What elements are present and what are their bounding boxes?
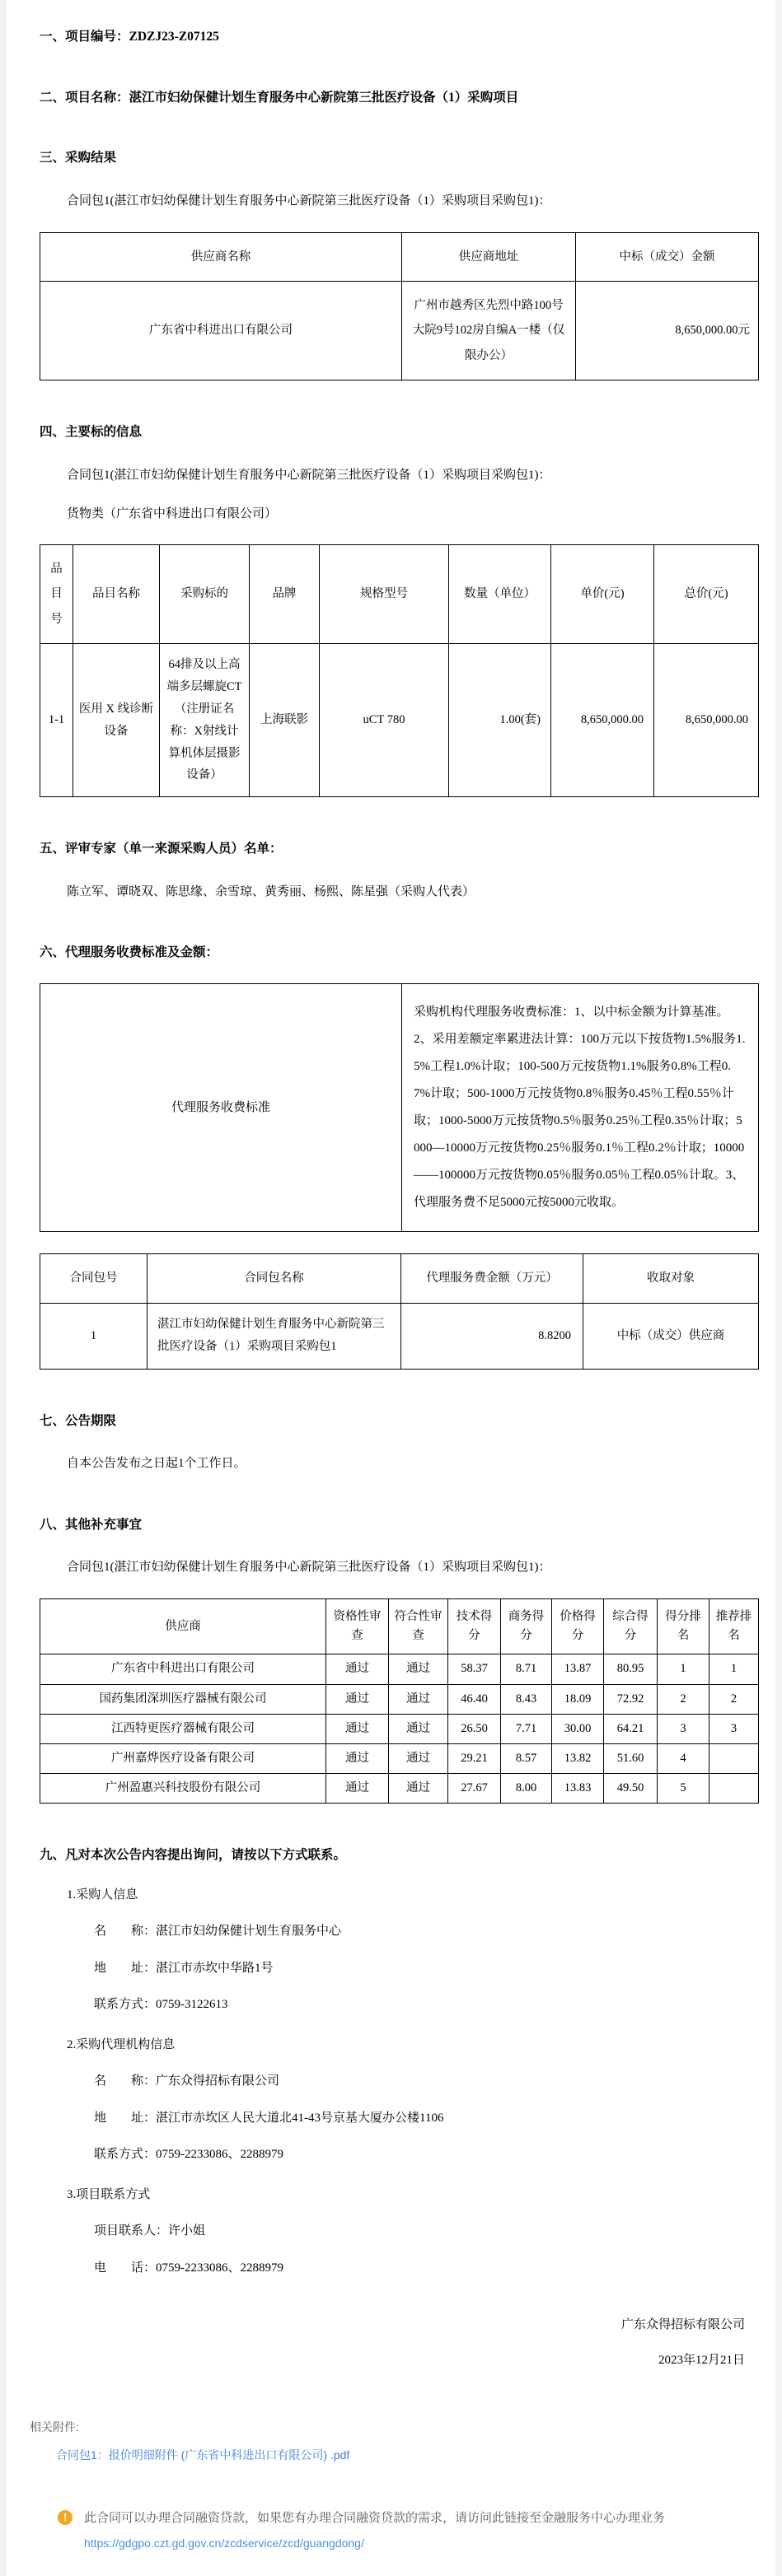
project-contact-person: 项目联系人：许小姐 [94, 2224, 206, 2238]
table-header-row [40, 545, 759, 644]
fee-standard-label-cell: 代理服务收费标准 [40, 984, 402, 1232]
section-4-category-line: 货物类（广东省中科进出口有限公司） [67, 506, 278, 520]
brand-cell: 上海联影 [250, 644, 320, 797]
recommend-rank-cell: 1 [709, 1654, 759, 1684]
announcement-document [7, 21, 775, 2369]
overall-score-cell: 72.92 [604, 1684, 658, 1714]
col-business-score: 商务得分 [501, 1598, 552, 1654]
table-row [40, 1654, 759, 1684]
section-3-heading: 三、采购结果 [40, 151, 117, 166]
conformity-cell: 通过 [389, 1774, 448, 1804]
supplier-cell: 广州盈惠兴科技股份有限公司 [40, 1774, 326, 1804]
qualification-cell: 通过 [326, 1684, 389, 1714]
section-7-heading: 七、公告期限 [40, 1413, 117, 1428]
model-cell: uCT 780 [320, 644, 449, 797]
finance-service-link[interactable]: https://gdgpo.czt.gd.gov.cn/zcdservice/zcd/guangdong/ [84, 2536, 364, 2550]
overall-score-cell: 80.95 [604, 1654, 658, 1684]
attachment-pdf-link[interactable]: 合同包1：报价明细附件 (广东省中科进出口有限公司) .pdf [56, 2448, 350, 2462]
finance-notice-text: 此合同可以办理合同融资贷款，如果您有办理合同融资贷款的需求，请访问此链接至金融服务中心办理业务 [84, 2511, 666, 2526]
supplier-review-table [40, 1598, 759, 1804]
section-5-heading: 五、评审专家（单一来源采购人员）名单： [40, 842, 283, 856]
purchaser-address: 地 址：湛江市赤坎中华路1号 [94, 1961, 274, 1975]
agency-info-title: 2.采购代理机构信息 [67, 2037, 176, 2051]
col-supplier: 供应商 [40, 1598, 326, 1654]
col-charge-target: 收取对象 [583, 1254, 759, 1303]
supplier-cell: 江西特更医疗器械有限公司 [40, 1714, 326, 1743]
col-conformity-review: 符合性审查 [389, 1598, 448, 1654]
technical-score-cell: 58.37 [448, 1654, 501, 1684]
col-score-rank: 得分排名 [658, 1598, 709, 1654]
related-attachments-section [7, 2369, 775, 2463]
procurement-result-table [40, 232, 759, 381]
col-quantity: 数量（单位） [449, 545, 551, 644]
price-score-cell: 18.09 [552, 1684, 604, 1714]
col-qualification-review: 资格性审查 [326, 1598, 389, 1654]
overall-score-cell: 49.50 [604, 1774, 658, 1804]
col-model: 规格型号 [320, 545, 449, 644]
supplier-cell: 国药集团深圳医疗器械有限公司 [40, 1684, 326, 1714]
col-supplier-address: 供应商地址 [402, 232, 576, 281]
conformity-cell: 通过 [389, 1684, 448, 1714]
business-score-cell: 7.71 [501, 1714, 552, 1743]
conformity-cell: 通过 [389, 1654, 448, 1684]
recommend-rank-cell: 3 [709, 1714, 759, 1743]
business-score-cell: 8.71 [501, 1654, 552, 1684]
attachments-label: 相关附件: [30, 2420, 79, 2434]
exclamation-icon: ! [58, 2510, 73, 2525]
table-row [40, 282, 759, 380]
package-name-cell: 湛江市妇幼保健计划生育服务中心新院第三批医疗设备（1）采购项目采购包1 [148, 1303, 401, 1369]
finance-loan-notice [7, 2463, 775, 2551]
section-8-package-line: 合同包1(湛江市妇幼保健计划生育服务中心新院第三批医疗设备（1）采购项目采购包1)： [67, 1561, 551, 1575]
section-6-heading: 六、代理服务收费标准及金额： [40, 945, 219, 960]
project-contact-phone: 电 话：0759-2233086、2288979 [94, 2261, 283, 2275]
col-recommend-rank: 推荐排名 [709, 1598, 759, 1654]
overall-score-cell: 64.21 [604, 1714, 658, 1743]
score-rank-cell: 1 [658, 1654, 709, 1684]
col-package-name: 合同包名称 [148, 1254, 401, 1303]
agency-name: 名 称：广东众得招标有限公司 [94, 2074, 280, 2088]
score-rank-cell: 4 [658, 1743, 709, 1773]
section-1-project-number: 一、项目编号：ZDZJ23-Z07125 [40, 30, 219, 44]
qualification-cell: 通过 [326, 1654, 389, 1684]
agency-fee-amount-table [40, 1253, 759, 1370]
subject-cell: 64排及以上高端多层螺旋CT（注册证名称：X射线计算机体层摄影设备） [160, 644, 250, 797]
business-score-cell: 8.00 [501, 1774, 552, 1804]
fee-amount-cell: 8.8200 [401, 1303, 583, 1369]
price-score-cell: 30.00 [552, 1714, 604, 1743]
col-overall-score: 综合得分 [604, 1598, 658, 1654]
package-no-cell: 1 [40, 1303, 148, 1369]
score-rank-cell: 3 [658, 1714, 709, 1743]
project-contact-block [40, 2164, 745, 2278]
col-unit-price: 单价(元) [551, 545, 654, 644]
purchaser-info-title: 1.采购人信息 [67, 1888, 138, 1902]
overall-score-cell: 51.60 [604, 1743, 658, 1773]
table-header-row [40, 232, 759, 281]
score-rank-cell: 2 [658, 1684, 709, 1714]
col-award-amount: 中标（成交）金额 [576, 232, 759, 281]
conformity-cell: 通过 [389, 1714, 448, 1743]
technical-score-cell: 26.50 [448, 1714, 501, 1743]
supplier-cell: 广东省中科进出口有限公司 [40, 1654, 326, 1684]
table-row [40, 1684, 759, 1714]
technical-score-cell: 46.40 [448, 1684, 501, 1714]
col-supplier-name: 供应商名称 [40, 232, 402, 281]
table-header-row [40, 1254, 759, 1303]
business-score-cell: 8.57 [501, 1743, 552, 1773]
col-item-name: 品目名称 [73, 545, 160, 644]
table-header-row [40, 1598, 759, 1654]
recommend-rank-cell: 2 [709, 1684, 759, 1714]
col-item-no: 品目号 [40, 545, 73, 644]
col-subject: 采购标的 [160, 545, 250, 644]
recommend-rank-cell [709, 1774, 759, 1804]
item-name-cell: 医用 X 线诊断设备 [73, 644, 160, 797]
section-9-heading: 九、凡对本次公告内容提出询问，请按以下方式联系。 [40, 1848, 347, 1863]
agency-address: 地 址：湛江市赤坎区人民大道北41-43号京基大厦办公楼1106 [94, 2111, 444, 2125]
charge-target-cell: 中标（成交）供应商 [583, 1303, 759, 1369]
price-score-cell: 13.83 [552, 1774, 604, 1804]
signature-company: 广东众得招标有限公司 [620, 2318, 745, 2332]
supplier-name-cell: 广东省中科进出口有限公司 [40, 282, 402, 380]
supplier-cell: 广州嘉烨医疗设备有限公司 [40, 1743, 326, 1773]
item-no-cell: 1-1 [40, 644, 73, 797]
section-4-package-line: 合同包1(湛江市妇幼保健计划生育服务中心新院第三批医疗设备（1）采购项目采购包1)： [67, 469, 551, 482]
table-row [40, 1303, 759, 1369]
qualification-cell: 通过 [326, 1743, 389, 1773]
purchaser-contact: 联系方式：0759-3122613 [94, 1998, 228, 2012]
table-row [40, 1774, 759, 1804]
price-score-cell: 13.82 [552, 1743, 604, 1773]
announcement-period-text: 自本公告发布之日起1个工作日。 [67, 1457, 246, 1471]
award-amount-cell: 8,650,000.00元 [576, 282, 759, 380]
unit-price-cell: 8,650,000.00 [551, 644, 654, 797]
announcement-page [7, 0, 775, 2576]
score-rank-cell: 5 [658, 1774, 709, 1804]
total-price-cell: 8,650,000.00 [654, 644, 759, 797]
agency-fee-standard-table [40, 983, 759, 1232]
col-total-price: 总价(元) [654, 545, 759, 644]
technical-score-cell: 27.67 [448, 1774, 501, 1804]
col-fee-amount: 代理服务费金额（万元） [401, 1254, 583, 1303]
purchaser-name: 名 称：湛江市妇幼保健计划生育服务中心 [94, 1925, 342, 1939]
price-score-cell: 13.87 [552, 1654, 604, 1684]
table-row [40, 644, 759, 797]
col-price-score: 价格得分 [552, 1598, 604, 1654]
table-row [40, 1714, 759, 1743]
section-4-heading: 四、主要标的信息 [40, 425, 143, 440]
section-2-project-name: 二、项目名称：湛江市妇幼保健计划生育服务中心新院第三批医疗设备（1）采购项目 [40, 90, 519, 105]
agency-info-block [40, 2014, 745, 2164]
expert-name-list: 陈立军、谭晓双、陈思缘、余雪琼、黄秀丽、杨熙、陈星强（采购人代表） [67, 884, 475, 898]
main-subject-table [40, 544, 759, 797]
qualification-cell: 通过 [326, 1714, 389, 1743]
conformity-cell: 通过 [389, 1743, 448, 1773]
col-package-no: 合同包号 [40, 1254, 148, 1303]
col-brand: 品牌 [250, 545, 320, 644]
table-row [40, 1743, 759, 1773]
business-score-cell: 8.43 [501, 1684, 552, 1714]
recommend-rank-cell [709, 1743, 759, 1773]
technical-score-cell: 29.21 [448, 1743, 501, 1773]
quantity-cell: 1.00(套) [449, 644, 551, 797]
signature-date: 2023年12月21日 [658, 2354, 745, 2368]
section-3-package-line: 合同包1(湛江市妇幼保健计划生育服务中心新院第三批医疗设备（1）采购项目采购包1)： [67, 194, 551, 208]
qualification-cell: 通过 [326, 1774, 389, 1804]
purchaser-info-block [40, 1864, 745, 2014]
project-contact-title: 3.项目联系方式 [67, 2187, 151, 2201]
supplier-address-cell: 广州市越秀区先烈中路100号大院9号102房自编A一楼（仅限办公） [402, 282, 576, 380]
col-technical-score: 技术得分 [448, 1598, 501, 1654]
section-8-heading: 八、其他补充事宜 [40, 1517, 143, 1532]
agency-contact: 联系方式：0759-2233086、2288979 [94, 2148, 283, 2162]
table-row [40, 984, 759, 1232]
fee-standard-text-cell: 采购机构代理服务收费标准：1、以中标金额为计算基准。2、采用差额定率累进法计算：100万元以下按货物1.5%服务1.5%工程1.0%计取；100-500万元按货物1.1%服务0.8%工程0.7%计取；500-1000万元按货物0.8％服务0.45％工程0.55％计取；1000-5000万元按货物0.5％服务0.25％工程0.35％计取；5000—10000万元按货物0.25％服务0.1％工程0.2％计取；10000——100000万元按货物0.05％服务0.05％工程0.05％计取。3、代理服务费不足5000元按5000元收取。 [402, 984, 759, 1232]
signature-block [40, 2277, 745, 2369]
